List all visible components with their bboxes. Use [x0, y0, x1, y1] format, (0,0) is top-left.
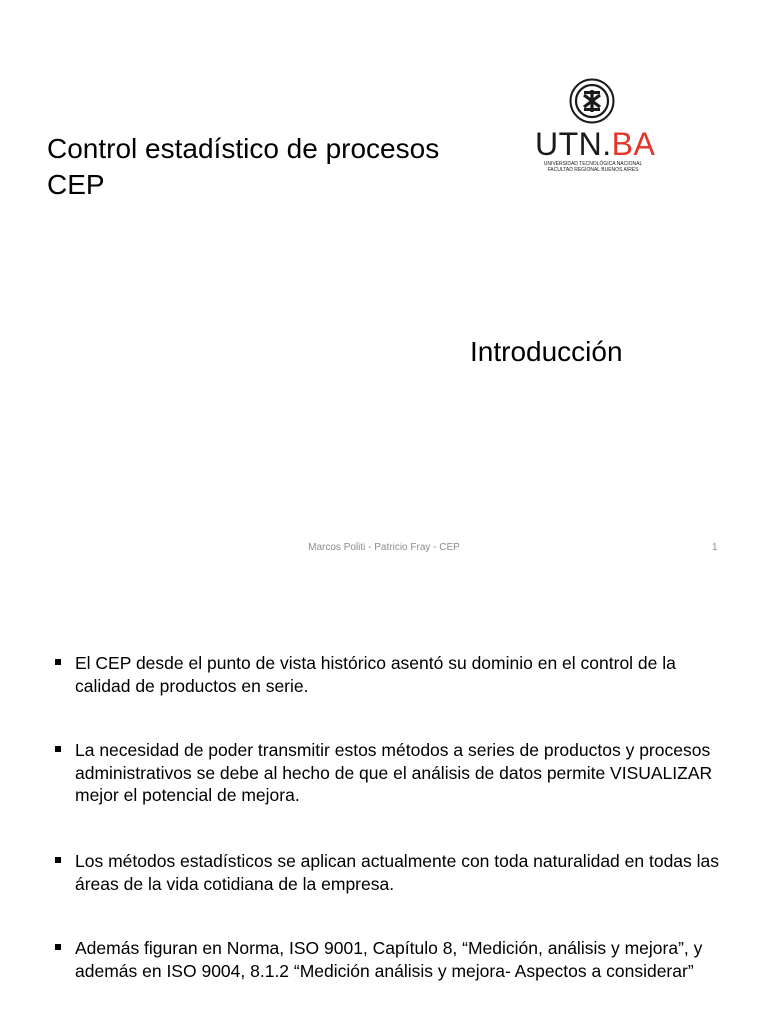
logo-sub-line-2: FACULTAD REGIONAL BUENOS AIRES: [547, 167, 639, 173]
bullet-item: La necesidad de poder transmitir estos métodos a series de productos y procesos administrativos se debe al hecho de que el análisis de datos permite VISUALIZAR mejor el potencial de mejora.: [75, 739, 735, 807]
logo-sub-line-1: UNIVERSIDAD TECNOLÓGICA NACIONAL: [543, 161, 643, 167]
logo-ba: BA: [611, 126, 656, 162]
logo-dot: .: [602, 126, 612, 162]
bullet-item: Los métodos estadísticos se aplican actualmente con toda naturalidad en todas las áreas de la vida cotidiana de la empresa.: [75, 850, 735, 895]
utn-ba-logo: [532, 78, 656, 174]
utn-emblem-icon: [569, 78, 615, 124]
logo-subtitle: [538, 161, 648, 173]
bullet-item: Además figuran en Norma, ISO 9001, Capítulo 8, “Medición, análisis y mejora”, y además en ISO 9004, 8.1.2 “Medición análisis y mejora- Aspectos a considerar”: [75, 937, 735, 982]
bullet-item: El CEP desde el punto de vista histórico asentó su dominio en el control de la calidad de productos en serie.: [75, 652, 735, 697]
page-number: 1: [712, 542, 718, 553]
title-line-1: Control estadístico de procesos: [47, 133, 440, 164]
slide-content: [0, 576, 768, 1024]
title-line-2: CEP: [47, 169, 105, 200]
logo-wordmark: [535, 127, 655, 161]
slide-title-heading: [47, 131, 439, 203]
logo-utn: UTN: [535, 126, 603, 162]
slide-subtitle: Introducción: [470, 336, 623, 367]
slide-footer: Marcos Politi - Patricio Fray - CEP: [308, 542, 460, 553]
